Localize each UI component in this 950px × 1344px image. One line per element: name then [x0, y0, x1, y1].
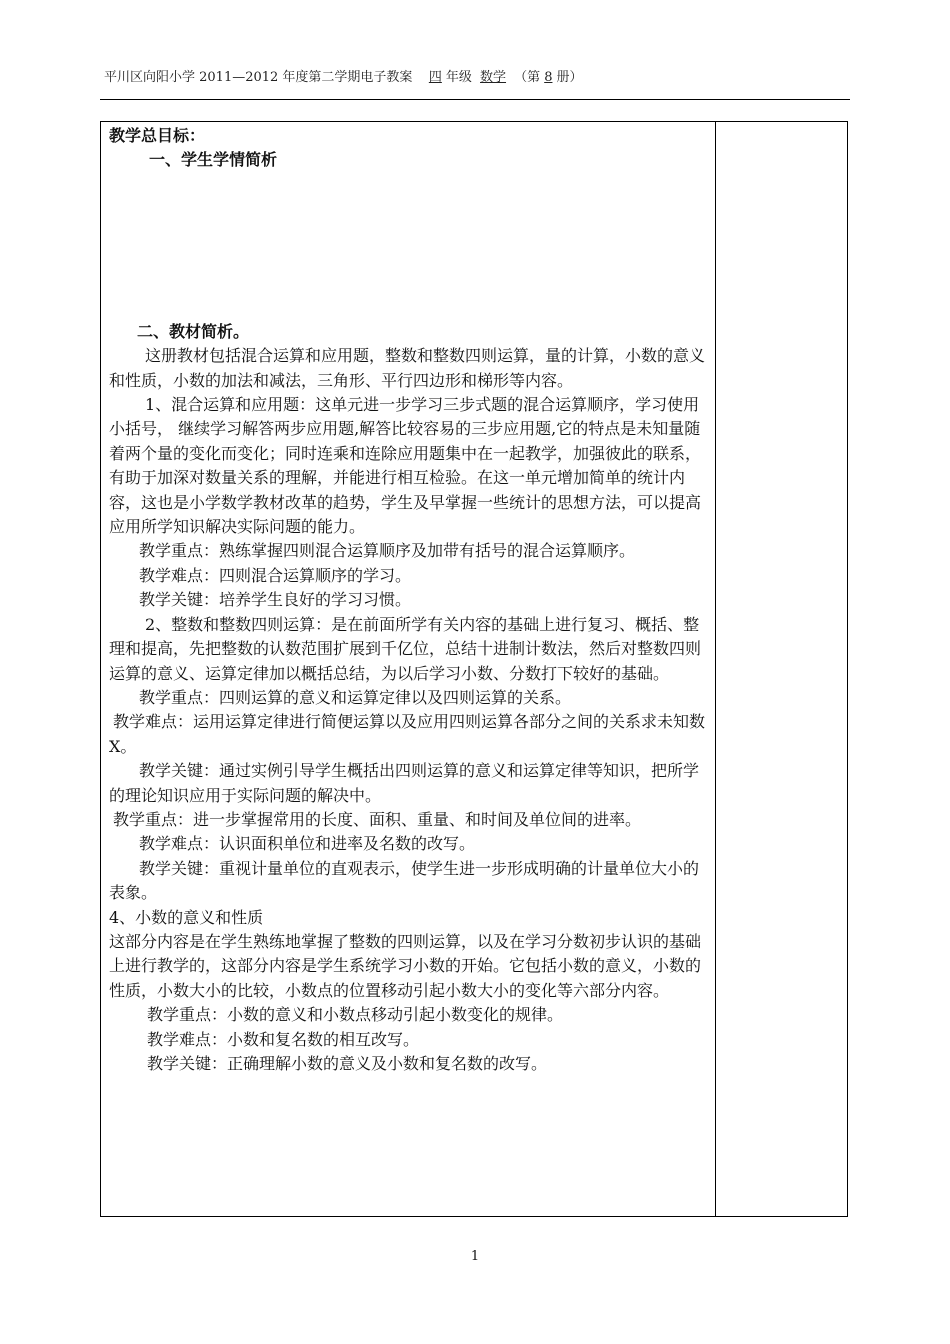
header-volume: 8	[544, 70, 553, 85]
paragraph: 2、整数和整数四则运算：是在前面所学有关内容的基础上进行复习、概括、整理和提高，先把整数的认数范围扩展到千亿位，总结十进制计数法，然后对整数四则运算的意义、运算定律加以概括总结，为以后学习小数、分数打下较好的基础。	[109, 614, 702, 683]
paragraph: 教学重点：进一步掌握常用的长度、面积、重量、和时间及单位间的进率。	[113, 809, 642, 829]
paragraph: 教学关键：正确理解小数的意义及小数和复名数的改写。	[147, 1054, 548, 1073]
lesson-plan-table	[100, 121, 848, 1217]
header-grade-suffix: 年级	[445, 70, 472, 85]
blank-space	[109, 173, 709, 320]
paragraph: 教学关键：重视计量单位的直观表示，使学生进一步形成明确的计量单位大小的表象。	[109, 858, 700, 903]
paragraph: 教学难点：认识面积单位和进率及名数的改写。	[139, 834, 476, 854]
paragraph: 教学重点：小数的意义和小数点移动引起小数变化的规律。	[147, 1005, 564, 1025]
page-number: 1	[470, 1249, 480, 1264]
paragraph: 1、混合运算和应用题：这单元进一步学习三步式题的混合运算顺序，学习使用小括号， 继续学习解答两步应用题,解答比较容易的三步应用题,它的特点是未知量随着两个量的变化而变化；同时连乘和连除应用题集中在一起教学，加强彼此的联系，有助于加深对数量关系的理解，并能进行相互检验。在这一单元增加简单的统计内容，这也是小学数学教材改革的趋势，学生及早掌握一些统计的思想方法，可以提高应用所学知识解决实际问题的能力。	[109, 395, 702, 537]
section-heading-textbook-analysis: 二、教材简析。	[137, 321, 250, 341]
paragraph: 教学重点：熟练掌握四则混合运算顺序及加带有括号的混合运算顺序。	[139, 541, 636, 561]
paragraph: 4、小数的意义和性质	[109, 907, 264, 927]
table-column-divider	[715, 122, 716, 1216]
page-header	[104, 66, 582, 85]
paragraph: 教学重点：四则运算的意义和运算定律以及四则运算的关系。	[139, 687, 572, 707]
header-volume-suffix: 册）	[556, 70, 583, 85]
paragraph: 教学难点：四则混合运算顺序的学习。	[139, 565, 412, 585]
header-volume-prefix: （第	[514, 70, 541, 85]
content-title: 教学总目标：	[109, 126, 206, 145]
paragraph: 教学难点：运用运算定律进行简便运算以及应用四则运算各部分之间的关系求未知数 X。	[109, 712, 706, 756]
header-school-term: 平川区向阳小学 2011—2012 年度第二学期电子教案	[104, 70, 413, 85]
header-rule	[100, 99, 850, 100]
header-subject: 数学	[480, 70, 507, 85]
section-heading-student-analysis: 一、学生学情简析	[149, 150, 278, 170]
paragraph: 这部分内容是在学生熟练地掌握了整数的四则运算，以及在学习分数初步认识的基础上进行教学的，这部分内容是学生系统学习小数的开始。它包括小数的意义，小数的性质，小数大小的比较，小数点的位置移动引起小数大小的变化等六部分内容。	[109, 931, 702, 1000]
main-content-cell	[109, 124, 709, 1076]
paragraph: 教学关键：培养学生良好的学习习惯。	[139, 590, 412, 610]
paragraph: 这册教材包括混合运算和应用题，整数和整数四则运算，量的计算，小数的意义和性质，小数的加法和减法，三角形、平行四边形和梯形等内容。	[109, 346, 706, 390]
paragraph: 教学难点：小数和复名数的相互改写。	[147, 1029, 420, 1049]
header-grade: 四	[428, 70, 442, 85]
paragraph: 教学关键：通过实例引导学生概括出四则运算的意义和运算定律等知识，把所学的理论知识应用于实际问题的解决中。	[109, 761, 700, 805]
